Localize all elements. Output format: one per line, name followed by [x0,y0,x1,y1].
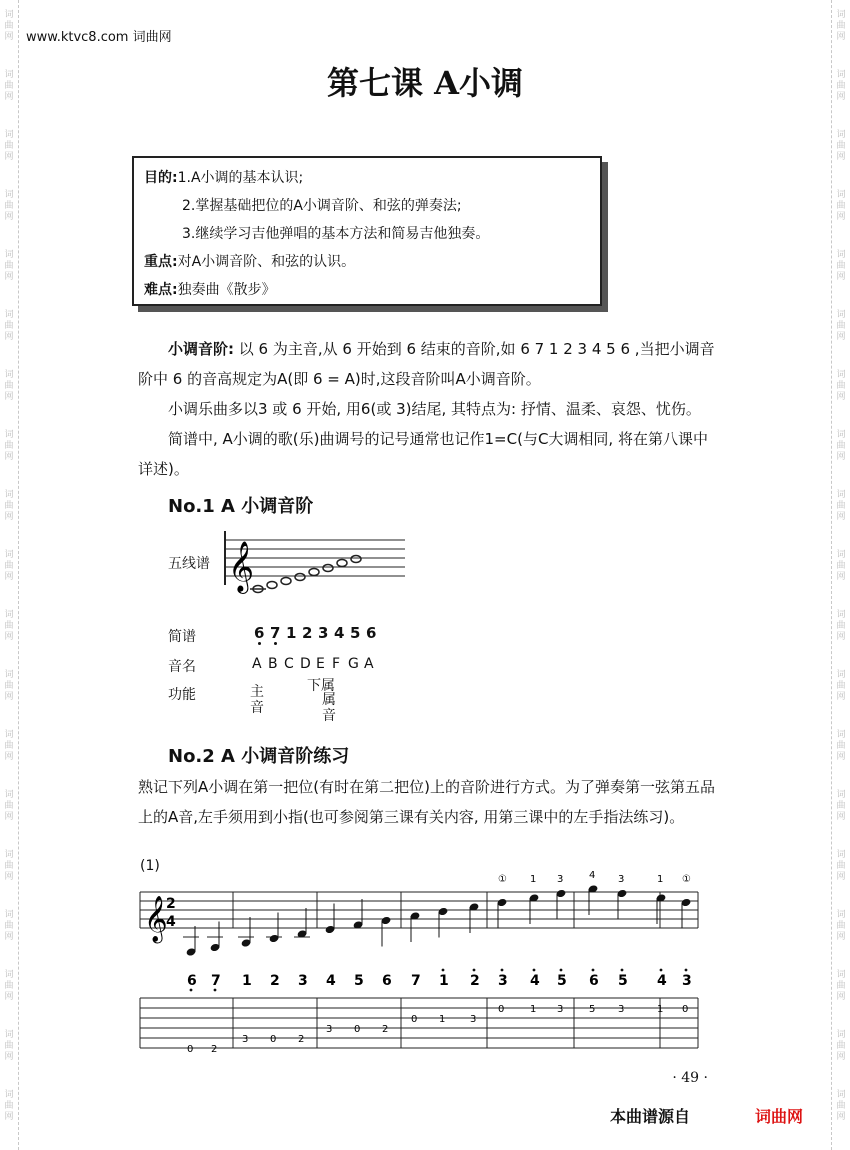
jianpu-digit: 1 [242,973,252,989]
jianpu-label: 简谱 [168,629,196,645]
side-watermark: 词 曲 网 [836,70,846,102]
example-label: (1) [140,858,160,874]
side-watermark: 词 曲 网 [836,1090,846,1122]
fingering: 3 [557,874,564,885]
fingering: 4 [589,870,596,881]
note-name: A [252,656,262,672]
tab-fret: 1 [439,1014,446,1025]
jianpu-digit: 3 [298,973,308,989]
tab-fret: 0 [411,1014,418,1025]
high-octave-dot [560,969,563,972]
tab-fret: 3 [470,1014,477,1025]
note-names-label: 音名 [168,659,196,675]
staff-label: 五线谱 [168,556,210,572]
side-watermark: 词 曲 网 [4,10,14,42]
high-octave-dot [621,969,624,972]
note-name: F [332,656,341,672]
scale-staff [220,525,410,605]
jianpu-digit: 4 [334,624,345,642]
jianpu-digit: 6 [254,624,265,642]
note-name: B [268,656,278,672]
side-watermark: 词 曲 网 [4,190,14,222]
side-watermark: 词 曲 网 [4,1030,14,1062]
jianpu-digit: 4 [657,973,667,989]
low-octave-dot [190,989,193,992]
side-watermark: 词 曲 网 [4,610,14,642]
footer-source: 本曲谱源自 [610,1107,691,1126]
exercise-score [136,870,706,1060]
side-watermark: 词 曲 网 [4,790,14,822]
side-watermark: 词 曲 网 [4,490,14,522]
function-label: 功能 [168,687,196,703]
intro-paragraph-2: 小调乐曲多以3 或 6 开始, 用6(或 3)结尾, 其特点为: 抒情、温柔、哀怨、忧伤。 [168,400,701,418]
high-octave-dot [501,969,504,972]
side-watermark: 词 曲 网 [836,130,846,162]
function-tonic: 主 音 [250,684,264,716]
jianpu-digit: 2 [270,973,280,989]
side-watermark: 词 曲 网 [836,310,846,342]
side-watermark: 词 曲 网 [836,190,846,222]
side-watermark: 词 曲 网 [4,70,14,102]
side-watermark: 词 曲 网 [4,970,14,1002]
fingering: 1 [657,874,664,885]
tab-fret: 1 [657,1004,664,1015]
side-watermark: 词 曲 网 [836,550,846,582]
jianpu-digit: 4 [530,973,540,989]
jianpu-digit: 3 [318,624,329,642]
site-url[interactable]: www.ktvc8.com 词曲网 [26,30,172,45]
function-dominant: 属 音 [322,692,336,724]
objectives-box [132,156,602,306]
tab-fret: 3 [557,1004,564,1015]
section2-heading: No.2 A 小调音阶练习 [168,746,350,767]
tab-fret: 3 [326,1024,333,1035]
side-watermark: 词 曲 网 [836,970,846,1002]
fingering: ① [498,874,507,885]
jianpu-digit: 7 [411,973,421,989]
side-watermark: 词 曲 网 [4,730,14,762]
jianpu-digit: 5 [350,624,361,642]
side-watermark: 词 曲 网 [4,910,14,942]
side-watermark: 词 曲 网 [836,430,846,462]
side-watermark: 词 曲 网 [836,670,846,702]
fingering: ① [682,874,691,885]
side-watermark: 词 曲 网 [4,670,14,702]
high-octave-dot [685,969,688,972]
jianpu-digit: 6 [187,973,197,989]
jianpu-digit: 3 [682,973,692,989]
function-subdominant: 下属 [307,678,335,694]
jianpu-digit: 5 [354,973,364,989]
tab-fret: 5 [589,1004,596,1015]
time-sig-bottom: 4 [166,914,176,930]
page-title: 第七课 A小调 [327,64,523,102]
tab-fret: 0 [187,1044,194,1055]
side-watermark: 词 曲 网 [4,130,14,162]
tab-fret: 3 [242,1034,249,1045]
intro-paragraph-1 [138,334,718,394]
side-watermark: 词 曲 网 [4,850,14,882]
intro-p1-body: 以 6 为主音,从 6 开始到 6 结束的音阶,如 6 7 1 2 3 4 5 6 ,当把小调音阶中 6 的音高规定为A(即 6 = A)时,这段音阶叫A小调音阶。 [138,340,715,388]
side-watermark: 词 曲 网 [836,910,846,942]
side-watermark: 词 曲 网 [836,370,846,402]
tab-fret: 2 [298,1034,305,1045]
key-text: 对A小调音阶、和弦的认识。 [177,254,356,270]
section2-text: 熟记下列A小调在第一把位(有时在第二把位)上的音阶进行方式。为了弹奏第一弦第五品上的A音,左手须用到小指(也可参阅第三课有关内容, 用第三课中的左手指法练习)。 [138,778,715,826]
jianpu-digit: 1 [439,973,449,989]
jianpu-digit: 5 [618,973,628,989]
tab-fret: 2 [211,1044,218,1055]
side-watermark: 词 曲 网 [4,250,14,282]
jianpu-digit: 6 [382,973,392,989]
note-name: A [364,656,374,672]
note-name: G [348,656,359,672]
key-label: 重点: [144,254,178,270]
jianpu-digit: 4 [326,973,336,989]
hard-text: 独奏曲《散步》 [177,282,276,298]
high-octave-dot [533,969,536,972]
side-watermark: 词 曲 网 [836,790,846,822]
side-watermark: 词 曲 网 [4,370,14,402]
side-watermark: 词 曲 网 [836,490,846,522]
jianpu-digit: 6 [589,973,599,989]
side-watermark: 词 曲 网 [836,10,846,42]
high-octave-dot [473,969,476,972]
jianpu-digit: 5 [557,973,567,989]
tab-fret: 0 [354,1024,361,1035]
aim-2: 2.掌握基础把位的A小调音阶、和弦的弹奏法; [182,198,462,214]
tab-fret: 0 [270,1034,277,1045]
aim-1: 1.A小调的基本认识; [177,170,304,186]
side-watermark: 词 曲 网 [836,1030,846,1062]
jianpu-digit: 7 [211,973,221,989]
jianpu-digit: 1 [286,624,297,642]
jianpu-digit: 3 [498,973,508,989]
side-watermark: 词 曲 网 [4,310,14,342]
fingering: 3 [618,874,625,885]
section1-heading: No.1 A 小调音阶 [168,496,314,517]
time-sig-top: 2 [166,896,176,912]
aim-label: 目的: [144,170,178,186]
high-octave-dot [442,969,445,972]
note-name: D [300,656,311,672]
high-octave-dot [660,969,663,972]
side-watermark: 词 曲 网 [836,610,846,642]
jianpu-digit: 6 [366,624,377,642]
high-octave-dot [592,969,595,972]
tab-fret: 1 [530,1004,537,1015]
minor-scale-term: 小调音阶: [168,340,234,358]
treble-clef-icon: 𝄞 [144,896,168,942]
aim-3: 3.继续学习吉他弹唱的基本方法和简易吉他独奏。 [182,226,490,242]
note-name: C [284,656,294,672]
tab-fret: 0 [498,1004,505,1015]
tab-fret: 3 [618,1004,625,1015]
tab-fret: 0 [682,1004,689,1015]
side-watermark: 词 曲 网 [4,1090,14,1122]
intro-paragraph-3: 简谱中, A小调的歌(乐)曲调号的记号通常也记作1=C(与C大调相同, 将在第八课中详述)。 [138,430,708,478]
low-octave-dot [214,989,217,992]
jianpu-digit: 2 [470,973,480,989]
fingering: 1 [530,874,537,885]
side-watermark: 词 曲 网 [836,730,846,762]
jianpu-digit: 7 [270,624,281,642]
jianpu-digit: 2 [302,624,313,642]
side-watermark: 词 曲 网 [836,250,846,282]
hard-label: 难点: [144,282,178,298]
footer-site-link[interactable]: 词曲网 [755,1107,804,1126]
treble-clef-icon: 𝄞 [228,541,255,592]
side-watermark: 词 曲 网 [836,850,846,882]
note-name: E [316,656,325,672]
tab-fret: 2 [382,1024,389,1035]
page-number: · 49 · [672,1070,708,1086]
side-watermark: 词 曲 网 [4,550,14,582]
side-watermark: 词 曲 网 [4,430,14,462]
